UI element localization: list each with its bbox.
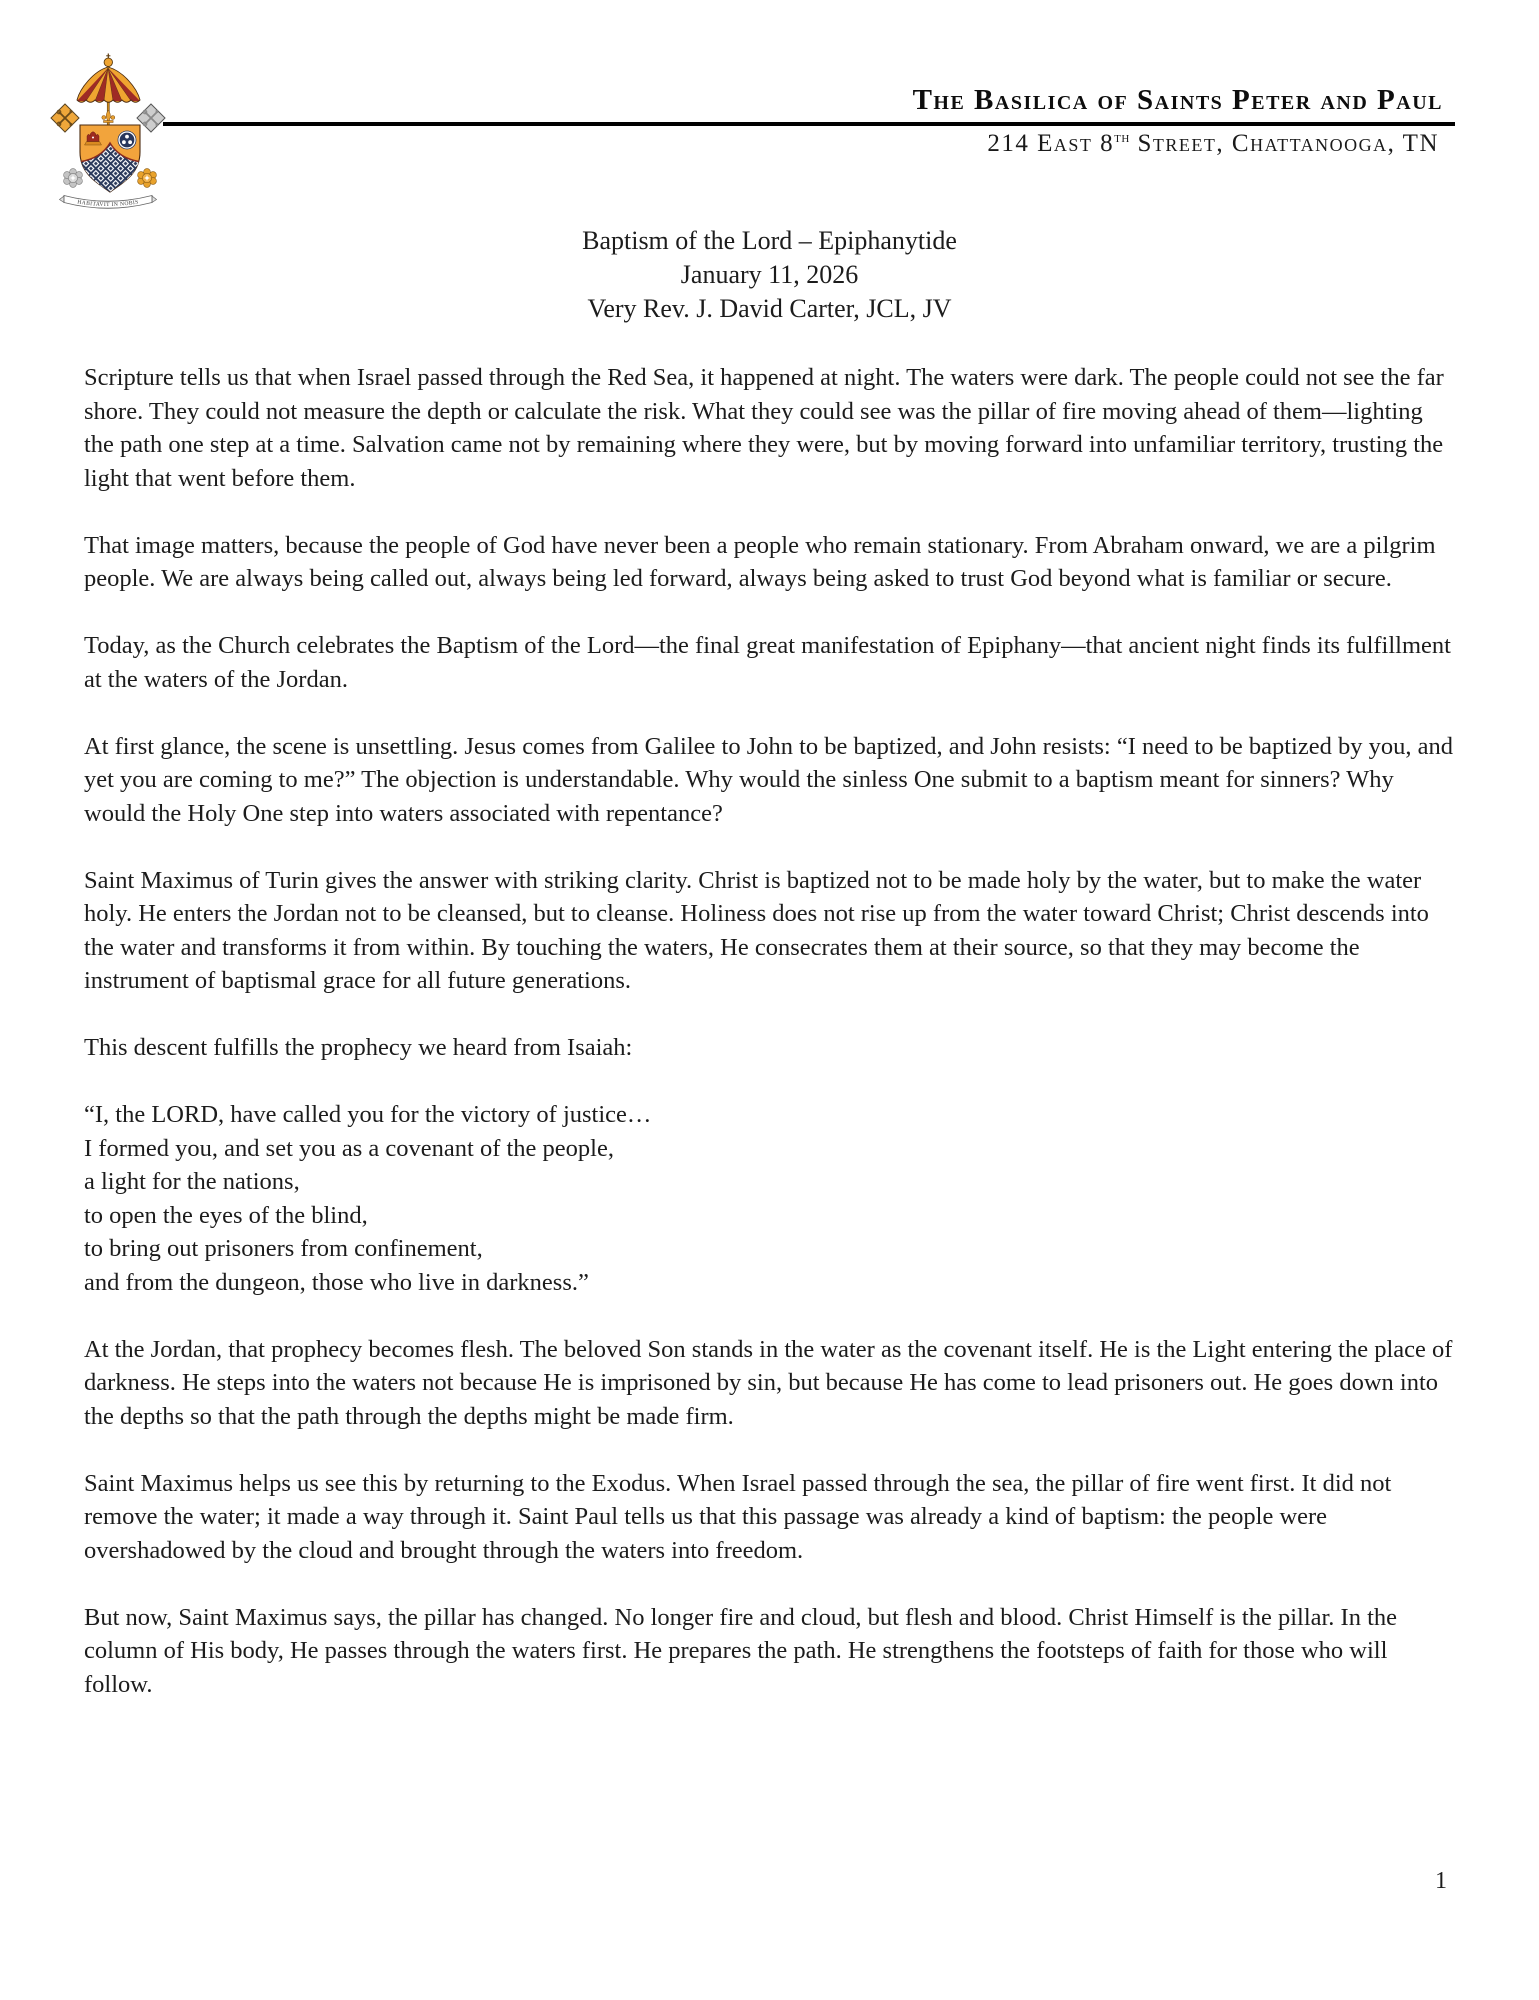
page-date: January 11, 2026 (680, 260, 859, 289)
motto-text: HABITAVIT IN NOBIS (76, 199, 140, 209)
verse-line: “I, the LORD, have called you for the victory of justice… (84, 1101, 652, 1128)
verse-line: I formed you, and set you as a covenant of the people, (84, 1134, 614, 1162)
paragraph: Scripture tells us that when Israel passed through the Red Sea, it happened at night. The waters were dark. The people could not see the far shore. They could not measure the depth or calculate the risk. What they could see was the pillar of fire moving ahead of them—lighting the path one step at a time. Salvation came not by remaining where they were, but by moving forward into unfamiliar territory, trusting the light that went before them. (84, 364, 1444, 492)
verse-line: to bring out prisoners from confinement, (84, 1235, 483, 1262)
header-rule (163, 122, 1455, 126)
tristar-roundel-icon (118, 131, 137, 150)
crossed-keys-lozenge-silver-icon (137, 104, 165, 132)
verse-line: and from the dungeon, those who live in darkness.” (84, 1268, 589, 1296)
verse-block (84, 1098, 1458, 1299)
org-address-post: Street, Chattanooga, TN (1129, 130, 1439, 157)
org-address (987, 130, 1439, 158)
crossed-keys-lozenge-gold-icon (51, 104, 79, 132)
paragraph: That image matters, because the people of God have never been a people who remain stationary. From Abraham onward, we are a pilgrim people. We are always being called out, always being led forward, always being asked to trust God beyond what is familiar or secure. (84, 531, 1436, 592)
page-title: Baptism of the Lord – Epiphanytide (582, 226, 957, 255)
org-address-pre: 214 East 8 (987, 130, 1115, 157)
paragraph: But now, Saint Maximus says, the pillar has changed. No longer fire and cloud, but flesh and blood. Christ Himself is the pillar. In the column of His body, He passes through the waters first. He prepares the path. He strengthens the footsteps of faith for those who will follow. (84, 1603, 1398, 1698)
page-celebrant: Very Rev. J. David Carter, JCL, JV (587, 294, 952, 323)
motto-banner (60, 196, 157, 209)
shield-icon (78, 125, 142, 194)
document-body (84, 361, 1458, 1701)
org-name: The Basilica of Saints Peter and Paul (912, 84, 1443, 116)
rosette-silver-icon (64, 169, 83, 188)
rosette-gold-icon (138, 169, 157, 188)
paragraph: Today, as the Church celebrates the Baptism of the Lord—the final great manifestation of Epiphany—that ancient night finds its fulfillment at the waters of the Jordan. (84, 632, 1451, 693)
umbrella-icon (74, 64, 144, 108)
paragraph: Saint Maximus of Turin gives the answer with striking clarity. Christ is baptized not to be made holy by the water, but to make the water holy. He enters the Jordan not to be cleansed, but to cleanse. Holiness does not rise up from the water toward Christ; Christ descends into the water and transforms it from within. By touching the waters, He consecrates them at their source, so that they may become the instrument of baptismal grace for all future generations. (84, 866, 1429, 994)
title-block (0, 224, 1539, 326)
org-address-ordinal: th (1114, 130, 1130, 146)
paragraph: This descent fulfills the prophecy we heard from Isaiah: (84, 1034, 633, 1061)
verse-line: a light for the nations, (84, 1168, 300, 1195)
basilica-crest-logo (50, 50, 170, 212)
verse-line: to open the eyes of the blind, (84, 1201, 368, 1229)
paragraph: Saint Maximus helps us see this by returning to the Exodus. When Israel passed through the sea, the pillar of fire went first. It did not remove the water; it made a way through it. Saint Paul tells us that this passage was already a kind of baptism: the people were overshadowed by the cloud and brought through the waters into freedom. (84, 1469, 1392, 1564)
paragraph: At the Jordan, that prophecy becomes flesh. The beloved Son stands in the water as the covenant itself. He is the Light entering the place of darkness. He steps into the waters not because He is imprisoned by sin, but because He has come to lead prisoners out. He goes down into the depths so that the path through the depths might be made firm. (84, 1335, 1453, 1430)
fleur-de-lis-icon (102, 110, 115, 123)
page-number: 1 (1435, 1868, 1447, 1894)
paragraph: At first glance, the scene is unsettling. Jesus comes from Galilee to John to be baptized, and John resists: “I need to be baptized by you, and yet you are coming to me?” The objection is understandable. Why would the sinless One submit to a baptism meant for sinners? Why would the Holy One step into waters associated with repentance? (84, 732, 1453, 827)
